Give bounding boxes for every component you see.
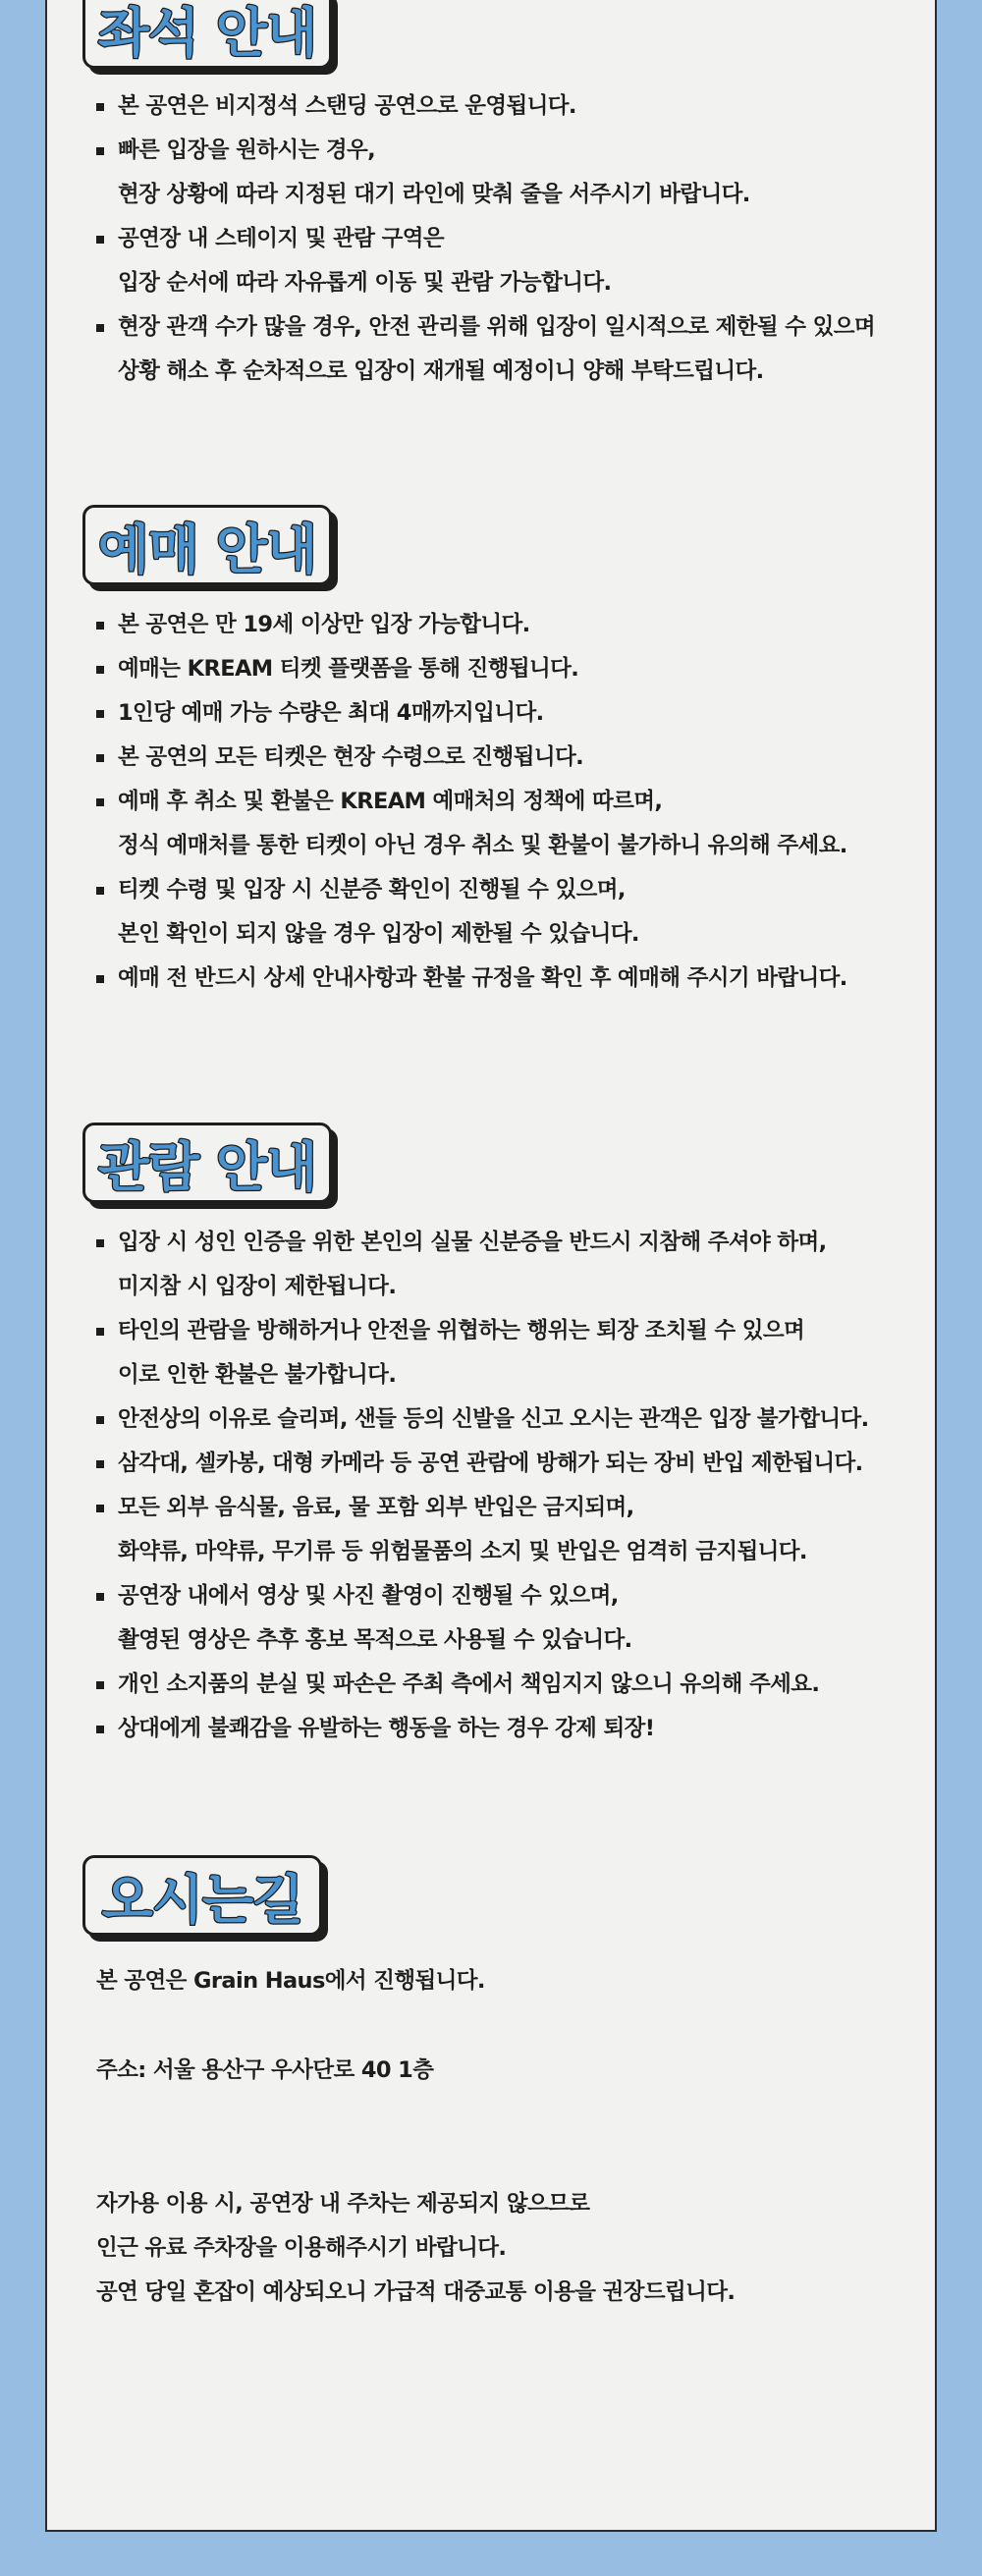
- viewing-item-line: 상대에게 불쾌감을 유발하는 행동을 하는 경우 강제 퇴장!: [118, 1716, 655, 1741]
- seating-section: [82, 0, 927, 394]
- viewing-section: [82, 1123, 927, 1751]
- viewing-item-line: 안전상의 이유로 슬리퍼, 샌들 등의 신발을 신고 오시는 관객은 입장 불가합니다.: [118, 1406, 869, 1432]
- viewing-list-item: [96, 1663, 927, 1707]
- directions-title-badge: [82, 1855, 322, 1936]
- notes-line: 인근 유료 주차장을 이용해주시기 바랍니다.: [96, 2235, 507, 2261]
- viewing-list-item: [96, 1221, 927, 1309]
- seating-item-line: 공연장 내 스테이지 및 관람 구역은: [118, 226, 445, 251]
- viewing-item-line: 화약류, 마약류, 무기류 등 위험물품의 소지 및 반입은 엄격히 금지됩니다.: [118, 1539, 807, 1564]
- notes-line: 자가용 이용 시, 공연장 내 주차는 제공되지 않으므로: [96, 2191, 590, 2217]
- viewing-item-line: 미지참 시 입장이 제한됩니다.: [118, 1274, 397, 1299]
- seating-item-line: 현장 상황에 따라 지정된 대기 라인에 맞춰 줄을 서주시기 바랍니다.: [118, 182, 750, 207]
- viewing-title-badge: [82, 1123, 332, 1203]
- directions-title: 오시는길: [101, 1868, 303, 1931]
- viewing-title: 관람 안내: [97, 1135, 317, 1198]
- viewing-list-item: [96, 1574, 927, 1663]
- seating-title-badge: [82, 0, 332, 69]
- directions-venue: [96, 1959, 927, 2003]
- notes-line: 공연 당일 혼잡이 예상되오니 가급적 대중교통 이용을 권장드립니다.: [96, 2279, 736, 2305]
- seating-item-line: 상황 해소 후 순차적으로 입장이 재개될 예정이니 양해 부탁드립니다.: [118, 358, 764, 384]
- viewing-item-line: 공연장 내에서 영상 및 사진 촬영이 진행될 수 있으며,: [118, 1583, 619, 1609]
- venue-text: 본 공연은 Grain Haus에서 진행됩니다.: [96, 1968, 485, 1994]
- viewing-item-line: 삼각대, 셀카봉, 대형 카메라 등 공연 관람에 방해가 되는 장비 반입 제한됩니다.: [118, 1451, 863, 1476]
- viewing-item-line: 촬영된 영상은 추후 홍보 목적으로 사용될 수 있습니다.: [118, 1627, 632, 1653]
- viewing-item-line: 타인의 관람을 방해하거나 안전을 위협하는 행위는 퇴장 조치될 수 있으며: [118, 1318, 805, 1343]
- viewing-list: [96, 1221, 927, 1751]
- seating-list-item: [96, 217, 927, 305]
- viewing-list-item: [96, 1707, 927, 1751]
- booking-section: [82, 505, 927, 1001]
- viewing-list-item: [96, 1486, 927, 1574]
- directions-address: [96, 2049, 927, 2093]
- content-panel: [45, 0, 937, 2532]
- seating-item-line: 입장 순서에 따라 자유롭게 이동 및 관람 가능합니다.: [118, 270, 612, 296]
- address-text: 주소: 서울 용산구 우사단로 40 1층: [96, 2057, 434, 2083]
- seating-item-line: 빠른 입장을 원하시는 경우,: [118, 137, 376, 163]
- booking-list-item: [96, 780, 927, 868]
- viewing-list-item: [96, 1442, 927, 1486]
- viewing-item-line: 이로 인한 환불은 불가합니다.: [118, 1362, 397, 1388]
- seating-list-item: [96, 84, 927, 129]
- booking-list-item: [96, 736, 927, 780]
- booking-list-item: [96, 691, 927, 736]
- booking-title-badge: [82, 505, 332, 585]
- viewing-item-line: 개인 소지품의 분실 및 파손은 주최 측에서 책임지지 않으니 유의해 주세요.: [118, 1672, 820, 1697]
- booking-list: [96, 603, 927, 1001]
- booking-item-line: 본 공연은 만 19세 이상만 입장 가능합니다.: [118, 612, 530, 637]
- booking-list-item: [96, 957, 927, 1001]
- viewing-list-item: [96, 1309, 927, 1398]
- seating-list-item: [96, 129, 927, 217]
- directions-notes: [96, 2182, 927, 2315]
- seating-list-item: [96, 305, 927, 394]
- seating-title: 좌석 안내: [97, 1, 317, 64]
- booking-item-line: 예매 후 취소 및 환불은 KREAM 예매처의 정책에 따르며,: [118, 789, 663, 814]
- booking-list-item: [96, 868, 927, 957]
- viewing-item-line: 입장 시 성인 인증을 위한 본인의 실물 신분증을 반드시 지참해 주셔야 하며,: [118, 1230, 827, 1255]
- booking-list-item: [96, 647, 927, 691]
- booking-item-line: 본인 확인이 되지 않을 경우 입장이 제한될 수 있습니다.: [118, 921, 639, 947]
- booking-item-line: 티켓 수령 및 입장 시 신분증 확인이 진행될 수 있으며,: [118, 877, 626, 903]
- viewing-item-line: 모든 외부 음식물, 음료, 물 포함 외부 반입은 금지되며,: [118, 1495, 634, 1520]
- viewing-list-item: [96, 1398, 927, 1442]
- booking-title: 예매 안내: [97, 518, 317, 580]
- booking-item-line: 예매 전 반드시 상세 안내사항과 환불 규정을 확인 후 예매해 주시기 바랍니다.: [118, 965, 847, 991]
- booking-item-line: 본 공연의 모든 티켓은 현장 수령으로 진행됩니다.: [118, 744, 584, 770]
- booking-list-item: [96, 603, 927, 647]
- booking-item-line: 1인당 예매 가능 수량은 최대 4매까지입니다.: [118, 700, 544, 726]
- booking-item-line: 정식 예매처를 통한 티켓이 아닌 경우 취소 및 환불이 불가하니 유의해 주세요.: [118, 833, 847, 858]
- directions-section: [82, 1855, 927, 2315]
- seating-item-line: 현장 관객 수가 많을 경우, 안전 관리를 위해 입장이 일시적으로 제한될 수 있으며: [118, 314, 876, 340]
- seating-item-line: 본 공연은 비지정석 스탠딩 공연으로 운영됩니다.: [118, 93, 576, 119]
- seating-list: [96, 84, 927, 394]
- booking-item-line: 예매는 KREAM 티켓 플랫폼을 통해 진행됩니다.: [118, 656, 579, 682]
